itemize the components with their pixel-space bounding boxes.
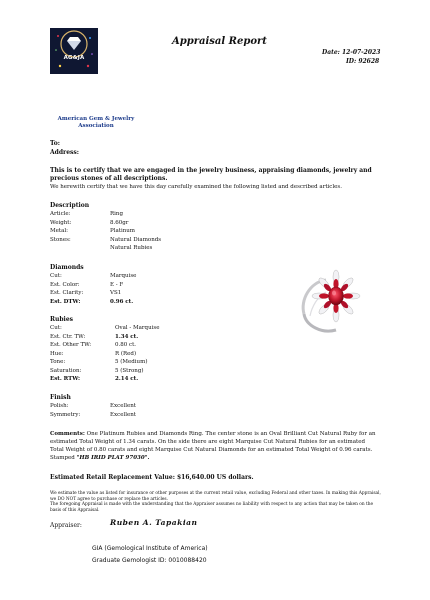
row-value: 0.96 ct. xyxy=(110,298,134,305)
row-value: Platinum xyxy=(110,228,136,234)
row-value: 5 (Strong) xyxy=(115,367,144,374)
table-row xyxy=(50,351,250,359)
examination-statement: We herewith certify that we have this day carefully examined the following listed and described articles. xyxy=(50,184,342,190)
report-id: ID: 92628 xyxy=(346,58,380,65)
row-label: Saturation: xyxy=(50,367,82,374)
table-row xyxy=(50,282,250,290)
graduate-gemologist-id: Graduate Gemologist ID: 0010088420 xyxy=(92,557,207,564)
table-row xyxy=(50,376,250,384)
report-title: Appraisal Report xyxy=(172,36,267,47)
appraiser-signature: Ruben A. Tapakian xyxy=(110,518,198,527)
retail-value: Estimated Retail Replacement Value: $16,640.00 US dollars. xyxy=(50,474,254,481)
company-logo xyxy=(50,28,98,74)
row-value: Excellent xyxy=(110,403,136,409)
row-label: Tone: xyxy=(50,359,66,365)
table-row xyxy=(50,237,250,245)
ring-photo xyxy=(296,262,364,336)
row-value: 8.60gr xyxy=(110,219,129,226)
to-label: To: xyxy=(50,140,60,147)
row-value: Oval - Marquise xyxy=(115,325,160,331)
table-row xyxy=(50,342,250,350)
row-value: 1.34 ct. xyxy=(115,333,139,340)
row-value: 2.14 ct. xyxy=(115,376,139,382)
row-label: Symmetry: xyxy=(50,411,81,418)
gia-institute: GIA (Gemological Institute of America) xyxy=(92,545,208,552)
table-row xyxy=(50,273,250,281)
logo-text: AG&JA xyxy=(63,55,85,61)
comments-text: One Platinum Rubies and Diamonds Ring. The center stone is an Oval Brilliant Cut Natural Ruby for an estimated Total Weight of 1.34 carats. On the side there are eight Marquise Cut Natural Rubies for an estimated Total Weight of 0.80 carats and eight Marquise Cut Natural Diamonds for an estimated Total Weight of 0.96 carats. Stamped xyxy=(50,431,376,461)
disclaimer-line-1: We estimate the value as listed for insurance or other purposes at the current retail value, excluding Federal and other taxes. In making this Appraisal, we DO NOT agree to purchase or replace the articles. xyxy=(50,491,381,502)
comments-stamp: "HB IRID PLAT 97030". xyxy=(76,455,150,461)
table-row xyxy=(50,368,250,376)
row-value: VS1 xyxy=(110,290,122,296)
row-label: Article: xyxy=(50,211,71,217)
row-value: Excellent xyxy=(110,411,136,418)
table-row xyxy=(50,325,250,333)
row-value: Natural Rubies xyxy=(110,245,153,251)
table-row xyxy=(50,290,250,298)
finish-heading: Finish xyxy=(50,394,71,401)
report-date: Date: 12-07-2023 xyxy=(322,49,381,56)
table-row xyxy=(50,403,250,411)
row-label: Est. Ctr. TW: xyxy=(50,333,86,340)
certification-statement: This is to certify that we are engaged in the jewelry business, appraising diamonds, jewelry and precious stones of all descriptions. xyxy=(50,167,372,182)
row-value: 0.80 ct. xyxy=(115,342,137,348)
table-row xyxy=(50,220,250,228)
row-value: R (Red) xyxy=(115,350,137,357)
table-row xyxy=(50,299,250,307)
row-value: 5 (Medium) xyxy=(115,359,148,365)
table-row xyxy=(50,245,250,253)
association-name: American Gem & Jewelry Association xyxy=(57,116,135,129)
table-row xyxy=(50,359,250,367)
row-label: Est. Other TW: xyxy=(50,342,92,348)
description-heading: Description xyxy=(50,202,90,209)
row-label: Weight: xyxy=(50,219,72,226)
row-value: Ring xyxy=(110,211,123,217)
row-label: Est. Clarity: xyxy=(50,290,84,296)
disclaimer xyxy=(50,491,385,513)
row-label: Cut: xyxy=(50,325,62,331)
diamond-logo-icon xyxy=(50,28,98,74)
row-label: Metal: xyxy=(50,228,68,234)
row-value: E - F xyxy=(110,281,124,288)
appraiser-label: Appraiser: xyxy=(50,522,82,529)
comments-block xyxy=(50,430,380,462)
row-label: Est. RTW: xyxy=(50,376,81,382)
disclaimer-line-2: The foregoing Appraisal is made with the understanding that the Appraiser assumes no liability with respect to any action that may be taken on the basis of this Appraisal. xyxy=(50,502,374,513)
row-label: Cut: xyxy=(50,273,62,279)
row-label: Polish: xyxy=(50,403,69,409)
comments-label: Comments: xyxy=(50,431,85,437)
diamonds-heading: Diamonds xyxy=(50,264,84,271)
table-row xyxy=(50,211,250,219)
table-row xyxy=(50,334,250,342)
row-label: Est. DTW: xyxy=(50,298,81,305)
table-row xyxy=(50,228,250,236)
row-label: Stones: xyxy=(50,236,71,243)
row-label: Hue: xyxy=(50,350,64,357)
row-value: Marquise xyxy=(110,273,137,279)
address-label: Address: xyxy=(50,149,79,156)
row-label: Est. Color: xyxy=(50,281,80,288)
row-value: Natural Diamonds xyxy=(110,236,162,243)
rubies-heading: Rubies xyxy=(50,316,74,323)
ruby-ring-image xyxy=(296,262,364,336)
table-row xyxy=(50,412,250,420)
